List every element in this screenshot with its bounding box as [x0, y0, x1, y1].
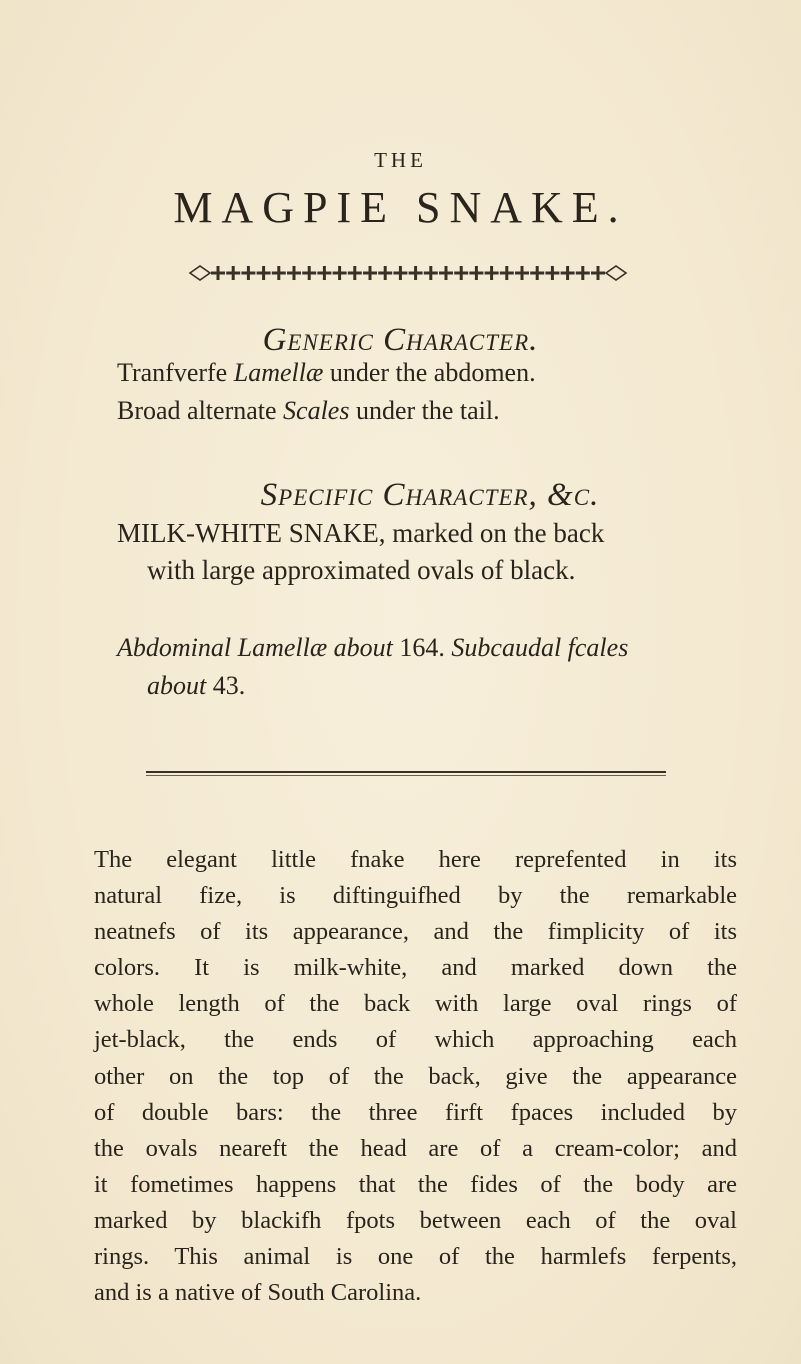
paragraph-line: jet-black, the ends of which approaching each: [94, 1026, 737, 1054]
generic-line-1: [117, 358, 536, 388]
paragraph-line: and is a native of South Carolina.: [94, 1279, 422, 1307]
paragraph-line: it fometimes happens that the fides of the body are: [94, 1170, 737, 1198]
page-title: MAGPIE SNAKE.: [173, 183, 628, 232]
ornament-cross: [317, 266, 331, 280]
paragraph-line: other on the top of the back, give the appearance: [94, 1062, 737, 1090]
title-article: THE: [374, 148, 427, 172]
ornament-cross: [515, 266, 529, 280]
specific-character-heading: Specific Character, &c.: [260, 477, 600, 513]
ornament-cross: [576, 266, 590, 280]
ornament-cross: [241, 266, 255, 280]
ornament-cross: [333, 266, 347, 280]
specific-line-2: with large approximated ovals of black.: [147, 555, 576, 585]
ornament-cross: [530, 266, 544, 280]
generic-line-1-text: Tranfverfe: [117, 358, 234, 387]
ornament-divider: [188, 262, 628, 284]
paragraph-line: natural fize, is diftinguifhed by the remarkable: [94, 882, 737, 910]
abdominal-label: Abdominal Lamellæ about: [117, 633, 400, 662]
ornament-cross: [363, 266, 377, 280]
description-paragraph: [94, 842, 737, 1311]
paragraph-line: the ovals neareft the head are of a cream-color; and: [94, 1134, 737, 1162]
paragraph-line: The elegant little fnake here reprefented in its: [94, 846, 737, 873]
double-rule-divider: [146, 771, 666, 776]
ornament-cross: [561, 266, 575, 280]
subcaudal-count: 43.: [212, 671, 246, 700]
generic-line-2-text-end: under the tail.: [349, 396, 500, 425]
paragraph-line: rings. This animal is one of the harmlefs ferpents,: [94, 1243, 737, 1271]
ornament-cross: [439, 266, 453, 280]
paragraph-line: of double bars: the three firft fpaces included by: [94, 1098, 737, 1126]
generic-line-2-text: Broad alternate: [117, 396, 284, 425]
ornament-cross: [500, 266, 514, 280]
ornament-cross: [226, 266, 240, 280]
ornament-cross: [485, 266, 499, 280]
count-line-1: [117, 633, 628, 663]
ornament-cross: [393, 266, 407, 280]
ornament-cross: [287, 266, 301, 280]
paragraph-line: colors. It is milk-white, and marked down the: [94, 954, 737, 982]
ornament-cross: [409, 266, 423, 280]
generic-line-1-text-end: under the abdomen.: [323, 358, 536, 387]
generic-line-2: [117, 396, 500, 426]
ornament-cross: [348, 266, 362, 280]
paragraph-line: whole length of the back with large oval rings of: [94, 990, 737, 1018]
ornament-cross: [257, 266, 271, 280]
specific-line-1: MILK-WHITE SNAKE, marked on the back: [117, 518, 605, 548]
count-line-2: [147, 671, 245, 701]
generic-line-1-italic: Lamellæ: [233, 358, 324, 387]
ornament-cross: [378, 266, 392, 280]
ornament-cross: [454, 266, 468, 280]
ornament-cross: [211, 266, 225, 280]
abdominal-count: 164.: [399, 633, 445, 662]
subcaudal-about: about: [147, 671, 213, 700]
ornament-cross: [545, 266, 559, 280]
ornament-cross: [272, 266, 286, 280]
ornament-cross: [469, 266, 483, 280]
generic-character-heading: Generic Character.: [262, 322, 539, 358]
ornament-cross: [591, 266, 605, 280]
ornament-cross: [424, 266, 438, 280]
generic-line-2-italic: Scales: [283, 396, 350, 425]
ornament-cross: [302, 266, 316, 280]
paragraph-line: marked by blackifh fpots between each of the oval: [94, 1206, 737, 1234]
subcaudal-label: Subcaudal fcales: [444, 633, 629, 662]
paragraph-line: neatnefs of its appearance, and the fimplicity of its: [94, 918, 737, 946]
